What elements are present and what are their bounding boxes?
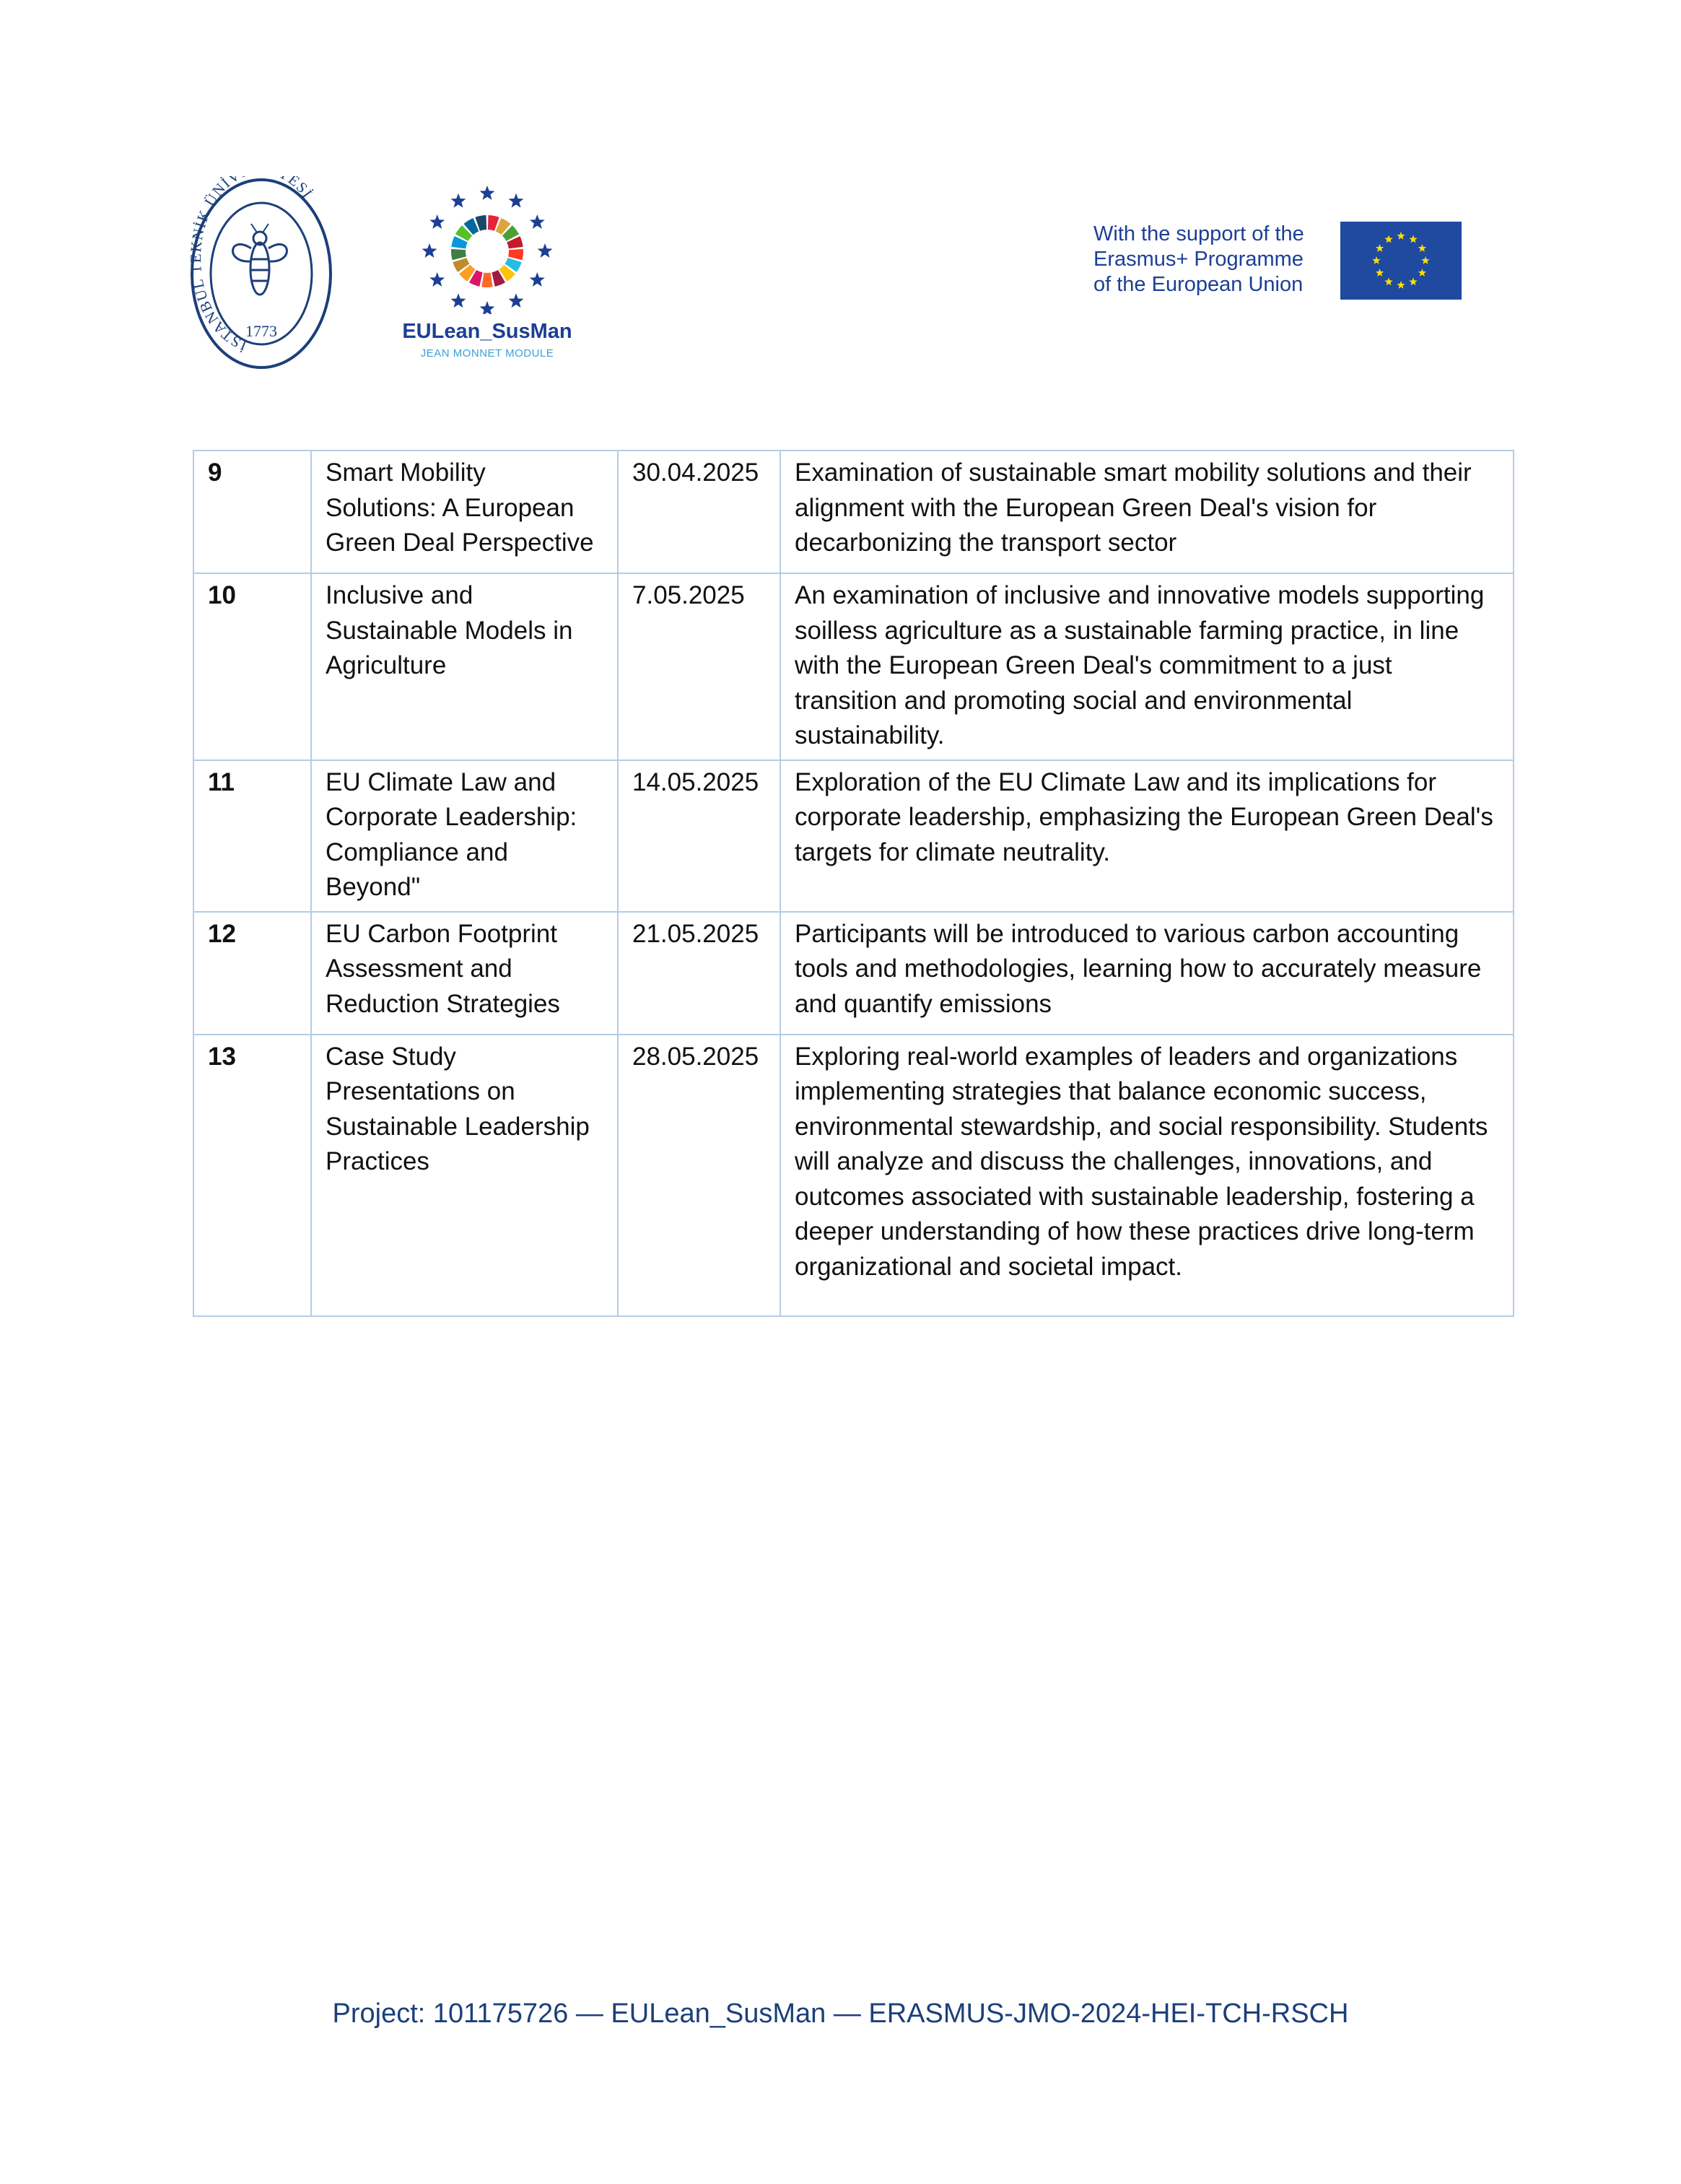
table-row xyxy=(193,573,1514,760)
star-icon xyxy=(429,214,445,229)
eu-flag-stars xyxy=(1340,222,1462,300)
star-icon xyxy=(451,193,466,208)
eu-star-icon xyxy=(1372,256,1380,264)
session-title: EU Climate Law and Corporate Leadership: Compliance and Beyond" xyxy=(311,760,618,912)
itu-logo xyxy=(189,176,333,371)
eu-flag-icon xyxy=(1340,222,1462,300)
session-title: Case Study Presentations on Sustainable Leadership Practices xyxy=(311,1035,618,1316)
star-icon xyxy=(530,214,545,229)
eu-star-icon xyxy=(1384,277,1392,285)
table-row xyxy=(193,760,1514,912)
erasmus-line-2: Erasmus+ Programme xyxy=(1093,248,1304,271)
table-row xyxy=(193,1035,1514,1316)
star-icon xyxy=(509,293,524,308)
eu-star-icon xyxy=(1384,235,1392,243)
week-number: 13 xyxy=(193,1035,311,1316)
itu-ring-text: İSTANBUL NİK ÜNİV ESİ xyxy=(189,176,317,354)
week-number: 11 xyxy=(193,760,311,912)
star-icon xyxy=(451,293,466,308)
sdg-wheel-stars-icon xyxy=(390,184,585,314)
bee-emblem-icon xyxy=(189,176,333,371)
erasmus-support xyxy=(1093,220,1462,300)
eu-star-icon xyxy=(1421,256,1429,264)
eulean-subtitle: JEAN MONNET MODULE xyxy=(420,347,554,360)
star-icon xyxy=(422,243,437,258)
star-icon xyxy=(530,272,545,287)
erasmus-line-1: With the support of the xyxy=(1093,222,1304,245)
star-icon xyxy=(509,193,524,208)
session-description: Exploration of the EU Climate Law and its implications for corporate leadership, emphasizing the European Green Deal's targets for climate neutrality. xyxy=(780,760,1514,912)
eu-star-icon xyxy=(1409,235,1417,243)
session-date: 28.05.2025 xyxy=(618,1035,780,1316)
session-description: Examination of sustainable smart mobility solutions and their alignment with the European Green Deal's vision for decarbonizing the transport sector xyxy=(780,451,1514,573)
sdg-segment xyxy=(508,249,523,260)
week-number: 9 xyxy=(193,451,311,573)
eulean-name: EULean_SusMan xyxy=(402,320,572,343)
eu-star-icon xyxy=(1397,232,1405,240)
star-icon xyxy=(480,301,495,314)
eu-star-icon xyxy=(1376,244,1384,252)
star-icon xyxy=(480,186,495,200)
erasmus-text xyxy=(1093,222,1332,297)
project-footer: Project: 101175726 — EULean_SusMan — ERASMUS-JMO-2024-HEI-TCH-RSCH xyxy=(332,1998,1349,2029)
session-description: Exploring real-world examples of leaders and organizations implementing strategies that balance economic success, environmental stewardship, and social responsibility. Students will analyze and discuss the challenges, innovations, and outcomes associated with sustainable leadership, fostering a deeper understanding of how these practices drive long-term organizational and societal impact. xyxy=(780,1035,1514,1316)
session-date: 14.05.2025 xyxy=(618,760,780,912)
session-description: Participants will be introduced to various carbon accounting tools and methodologies, learning how to accurately measure and quantify emissions xyxy=(780,912,1514,1035)
session-title: Smart Mobility Solutions: A European Green Deal Perspective xyxy=(311,451,618,573)
eu-star-icon xyxy=(1397,281,1405,289)
eu-star-icon xyxy=(1409,277,1417,285)
table-row xyxy=(193,912,1514,1035)
sdg-segment xyxy=(481,273,492,287)
session-description: An examination of inclusive and innovative models supporting soilless agriculture as a sustainable farming practice, in line with the European Green Deal's commitment to a just transition and promoting social and environmental sustainability. xyxy=(780,573,1514,760)
eulean-logo xyxy=(390,184,585,365)
session-title: Inclusive and Sustainable Models in Agriculture xyxy=(311,573,618,760)
eu-star-icon xyxy=(1418,269,1426,277)
schedule-table xyxy=(193,450,1514,1317)
star-icon xyxy=(429,272,445,287)
session-title: EU Carbon Footprint Assessment and Reduction Strategies xyxy=(311,912,618,1035)
week-number: 12 xyxy=(193,912,311,1035)
eu-star-icon xyxy=(1376,269,1384,277)
star-icon xyxy=(538,243,553,258)
eu-star-icon xyxy=(1418,244,1426,252)
itu-year: 1773 xyxy=(245,322,277,340)
week-number: 10 xyxy=(193,573,311,760)
session-date: 7.05.2025 xyxy=(618,573,780,760)
sdg-segment xyxy=(451,249,466,260)
session-date: 21.05.2025 xyxy=(618,912,780,1035)
erasmus-line-3: of the European Union xyxy=(1093,273,1304,296)
table-row xyxy=(193,451,1514,573)
session-date: 30.04.2025 xyxy=(618,451,780,573)
